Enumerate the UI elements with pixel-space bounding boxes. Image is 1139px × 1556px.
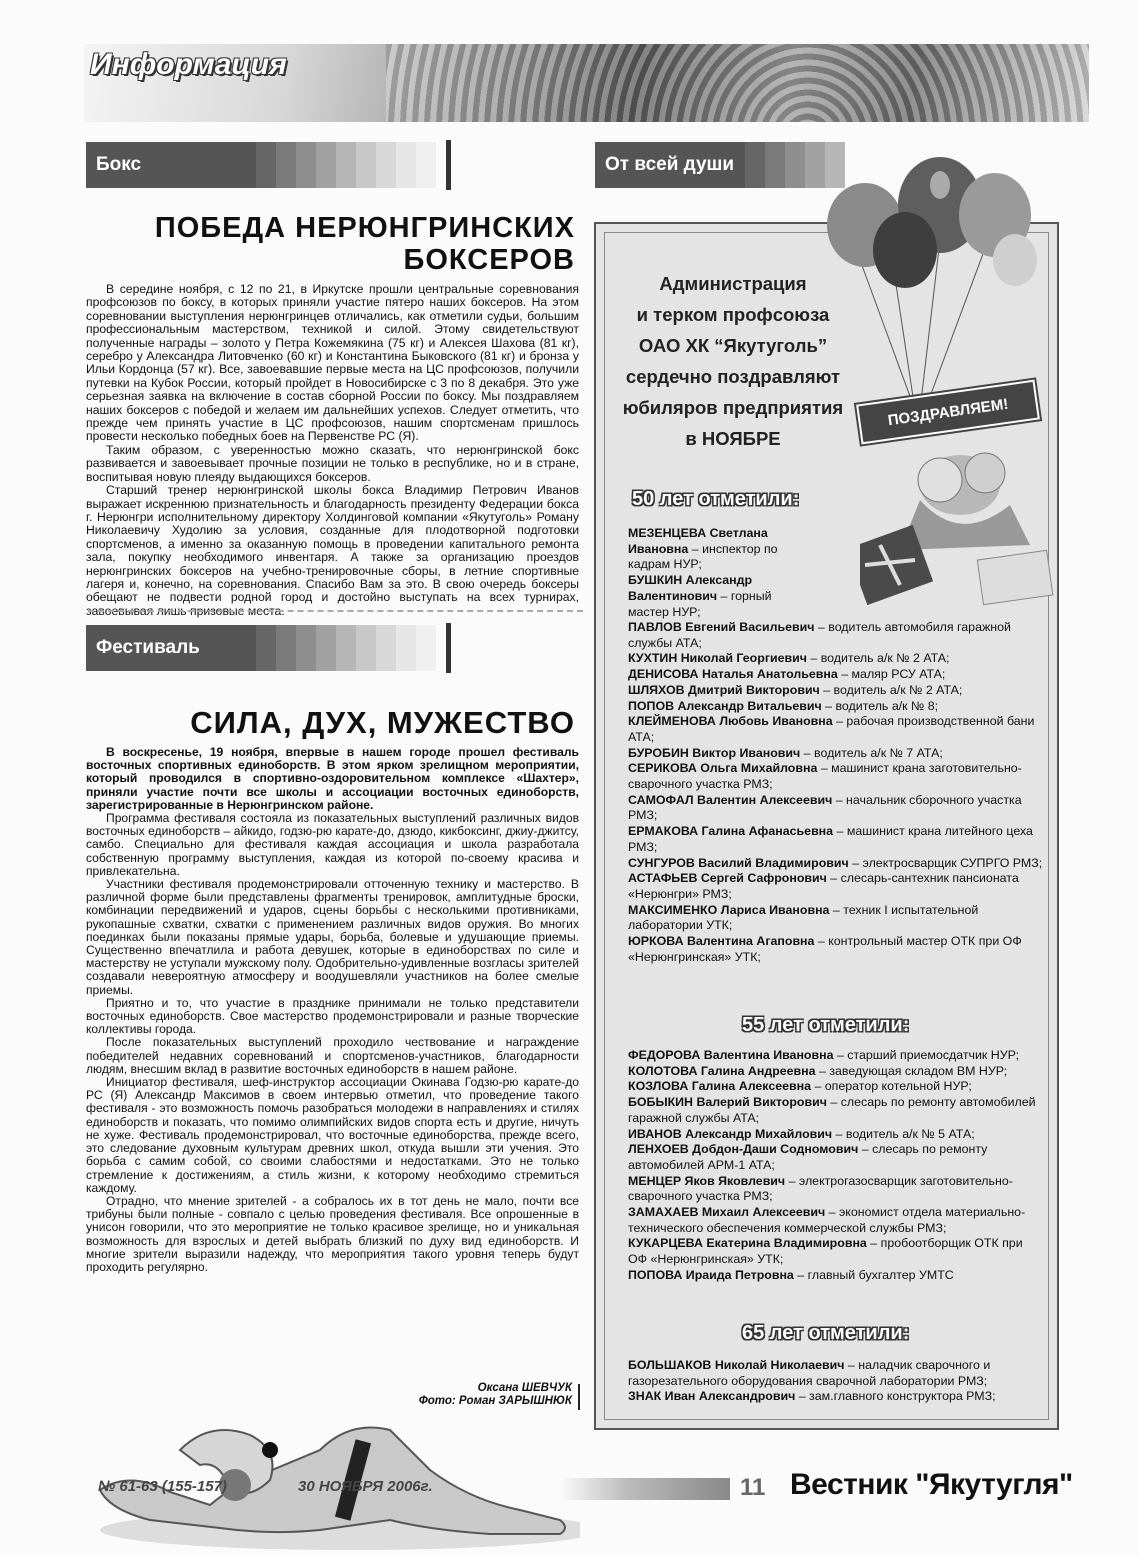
author: Оксана ШЕВЧУК xyxy=(477,1382,572,1394)
boxing-article-body xyxy=(86,283,579,618)
person-name: ПОПОВ Александр Витальевич xyxy=(628,698,822,713)
paragraph: Отрадно, что мнение зрителей - а собралось их в тот день не мало, почти все трибуны были полные - совпало с целью проведения фестиваля. Все опрошенные в унисон говорили, что это мероприятие не только красивое зрелище, но и уникальная возможность для взрослых и детей выбрать близкий по духу вид единоборств. И многие зрители выразили надежду, что мероприятия такого уровня теперь будут проходить регулярно. xyxy=(86,1193,579,1274)
person-entry xyxy=(614,651,1044,667)
signature-bar xyxy=(578,1384,580,1410)
issue-date: 30 НОЯБРЯ 2006г. xyxy=(298,1478,433,1495)
footer-gradient xyxy=(560,1478,730,1500)
person-name: КУХТИН Николай Георгиевич xyxy=(628,651,807,666)
article-signature xyxy=(300,1382,572,1408)
person-entry xyxy=(614,667,1044,683)
person-name: ЕРМАКОВА Галина Афанасьевна xyxy=(628,824,834,839)
paragraph: Таким образом, с уверенностью можно сказать, что нерюнгринской бокс развивается и завоевывает прочные позиции не только в республике, но и в стране, воспитывая новую плеяду выдающихся боксеров. xyxy=(86,442,579,484)
person-name: ЮРКОВА Валентина Агаповна xyxy=(628,934,815,949)
person-entry xyxy=(614,1127,1044,1143)
person-entry xyxy=(614,1142,1044,1173)
person-name: БУШКИН Александр Валентинович xyxy=(628,573,753,603)
greeting-line: ОАО ХК “Якутуголь” xyxy=(638,335,828,356)
paragraph: Приятно и то, что участие в празднике принимали не только представители восточных единоборств. Свое мастерство продемонстрировали и разные творческие коллективы города. xyxy=(86,995,579,1037)
festival-article-body xyxy=(86,746,579,1274)
boxing-headline-line2: БОКСЕРОВ xyxy=(403,244,575,276)
greeting-line: сердечно поздравляют xyxy=(625,366,841,387)
person-entry xyxy=(614,934,1044,965)
congrats-section-label: От всей души xyxy=(595,142,745,188)
person-name: КЛЕЙМЕНОВА Любовь Ивановна xyxy=(628,714,833,729)
greeting-line: Администрация xyxy=(659,273,807,294)
person-entry xyxy=(614,1048,1044,1064)
person-entry xyxy=(614,871,1044,902)
person-entry xyxy=(614,1174,1044,1205)
person-name: МАКСИМЕНКО Лариса Ивановна xyxy=(628,902,830,917)
people-list-55 xyxy=(614,1048,1044,1284)
person-entry xyxy=(614,1205,1044,1236)
person-role: – водитель а/к № 2 АТА; xyxy=(819,682,963,697)
age-group-heading: 55 лет отметили: xyxy=(742,1014,910,1036)
person-role: – контрольный мастер ОТК при ОФ «Нерюнгринская» УТК; xyxy=(628,934,1022,964)
festival-headline: СИЛА, ДУХ, МУЖЕСТВО xyxy=(190,705,575,740)
boxing-section-header xyxy=(86,140,451,190)
person-name: МЕЗЕНЦЕВА Светлана Ивановна xyxy=(628,526,768,556)
person-role: – зам.главного конструктора РМЗ; xyxy=(795,1389,996,1404)
paragraph: Старший тренер нерюнгринской школы бокса Владимир Петрович Иванов выражает искреннюю признательность и благодарность президенту Федерации бокса г. Нерюнгри исполнительному директору Холдинговой компании «Якутуголь» Роману Николаевичу Худолию за условия, созданные для плодотворной подготовки спортсменов, а именно за оказанную помощь в проведении капитального ремонта зала, покупку необходимого инвентаря. А также за организацию проездов нерюнгринских боксеров на учебно-тренировочные сборы, в летние спортивные лагеря и, конечно, на соревнования. Спасибо Вам за это. В свою очередь боксеры обещают не подвести родной город и достойно выступать на всех турнирах, завоевывая лишь призовые места. xyxy=(86,483,579,618)
person-name: ДЕНИСОВА Наталья Анатольевна xyxy=(628,667,838,682)
person-entry xyxy=(614,714,1044,745)
paragraph: После показательных выступлений проходило чествование и награждение победителей недавних соревнований и спортсменов-участников, благодарности людям, внесшим вклад в развитие восточных единоборств в нашем районе. xyxy=(86,1035,579,1076)
person-entry xyxy=(614,1064,1044,1080)
boxing-section-label: Бокс xyxy=(86,142,256,188)
person-role: – электросварщик СУПРГО РМЗ; xyxy=(848,855,1043,870)
person-role: – слесарь по ремонту автомобилей АРМ-1 АТА; xyxy=(628,1142,988,1172)
person-role: – водитель а/к № 8; xyxy=(821,698,939,713)
boxing-headline xyxy=(150,212,575,276)
person-entry xyxy=(614,573,814,620)
greeting-line: и терком профсоюза xyxy=(636,304,830,325)
people-list-65 xyxy=(614,1358,1044,1405)
person-role: – водитель автомобиля гаражной службы АТА; xyxy=(628,620,1011,650)
person-name: ШЛЯХОВ Дмитрий Викторович xyxy=(628,682,820,697)
person-entry xyxy=(614,1079,1044,1095)
greeting-line: в НОЯБРЕ xyxy=(685,428,781,449)
person-role: – пробоотборщик ОТК при ОФ «Нерюнгринская» УТК; xyxy=(628,1236,1023,1267)
congrats-section-header xyxy=(595,140,845,190)
person-entry xyxy=(614,824,1044,855)
paragraph: Инициатор фестиваля, шеф-инструктор ассоциации Окинава Годзю-рю карате-до РС (Я) Александр Максимов в своем интервью отметил, что проведение такого фестиваля - это возможность помочь разобраться молодежи в направлениях и стилях единоборств и показать, что помимо олимпийских видов спорта есть и другие, ничуть не хуже. Фестиваль продемонстрировал, что восточные единоборства, прежде всего, это следование духовным культурам древних школ, откуда вышли эти учения. Это борьба с самим собой, со своими слабостями и недостатками. Это не только стремление к достижениям, а стиль жизни, к которому необходимо стремиться каждому. xyxy=(86,1075,579,1195)
couple-with-gifts-image xyxy=(860,435,1060,610)
person-role: – техник I испытательной лаборатории УТК; xyxy=(628,902,979,933)
congrats-sticker: ПОЗДРАВЛЯЕМ! xyxy=(856,380,1040,445)
festival-section-header xyxy=(86,623,451,673)
person-role: – начальник сборочного участка РМЗ; xyxy=(628,792,1022,823)
page-number: 11 xyxy=(740,1474,766,1501)
person-entry xyxy=(614,1268,1044,1284)
person-entry xyxy=(614,761,1044,792)
person-entry xyxy=(614,856,1044,872)
person-name: САМОФАЛ Валентин Алексеевич xyxy=(628,792,833,807)
person-role: – маляр РСУ АТА; xyxy=(837,667,946,682)
person-role: – водитель а/к № 2 АТА; xyxy=(806,651,950,666)
person-name: КОЗЛОВА Галина Алексеевна xyxy=(628,1079,812,1094)
person-role: – слесарь по ремонту автомобилей гаражной службы АТА; xyxy=(628,1095,1036,1125)
person-entry xyxy=(614,1358,1044,1389)
person-name: ФЕДОРОВА Валентина Ивановна xyxy=(628,1048,834,1062)
person-role: – машинист крана заготовительно-сварочного участка РМЗ; xyxy=(628,761,1022,792)
lead-paragraph: В воскресенье, 19 ноября, впервые в нашем городе прошел фестиваль восточных спортивных единоборств. В этом ярком зрелищном мероприятии, который проводился в спортивно-оздоровительном комплексе «Шахтер», приняли участие почти все школы и ассоциации восточных единоборств, зарегистрированные в Нерюнгринском районе. xyxy=(86,745,579,812)
person-role: – водитель а/к № 5 АТА; xyxy=(832,1126,975,1141)
person-name: БОБЫКИН Валерий Викторович xyxy=(628,1095,827,1110)
person-name: ЛЕНХОЕВ Добдон-Даши Содномович xyxy=(628,1142,859,1157)
paragraph: Программа фестиваля состояла из показательных выступлений различных видов восточных единоборств – айкидо, годзю-рю карате-до, дзюдо, кикбоксинг, джиу-джитсу, самбо. Специально для фестиваля каждая ассоциация и школа разработала собственную программу выступления, каждая из которой по-своему красива и привлекательна. xyxy=(86,811,579,878)
person-name: БУРОБИН Виктор Иванович xyxy=(628,745,801,760)
person-name: ЗАМАХАЕВ Михаил Алексеевич xyxy=(628,1205,826,1220)
person-role: – оператор котельной НУР; xyxy=(811,1079,972,1094)
newspaper-title: Вестник "Якутугля" xyxy=(790,1468,1073,1501)
age-group-heading: 50 лет отметили: xyxy=(632,488,800,510)
person-role: – рабочая производственной бани АТА; xyxy=(628,714,1035,744)
person-entry xyxy=(614,683,1044,699)
person-entry xyxy=(614,1236,1044,1267)
person-entry xyxy=(614,620,1044,651)
person-name: ЗНАК Иван Александрович xyxy=(628,1389,796,1404)
person-name: БОЛЬШАКОВ Николай Николаевич xyxy=(628,1358,845,1372)
person-entry xyxy=(614,746,1044,762)
gradient-steps xyxy=(256,625,436,671)
flowers-image xyxy=(386,44,1090,122)
divider-bar xyxy=(446,140,451,190)
person-entry xyxy=(614,699,1044,715)
people-list-50 xyxy=(614,620,1044,965)
person-name: ПАВЛОВ Евгений Васильевич xyxy=(628,620,815,634)
person-role: – старший приемосдатчик НУР; xyxy=(833,1048,1020,1062)
person-role: – экономист отдела материально-технического обеспечения коммерческой службы РМЗ; xyxy=(628,1205,1026,1235)
banner-title: Информация xyxy=(90,48,287,81)
person-role: – электрогазосварщик заготовительно-сварочного участка РМЗ; xyxy=(628,1173,1013,1204)
gradient-steps xyxy=(256,142,436,188)
section-divider xyxy=(88,610,583,612)
person-entry xyxy=(614,1095,1044,1126)
paragraph: В середине ноября, с 12 по 21, в Иркутске прошли центральные соревнования профсоюзов по боксу, в которых приняли участие пятеро наших боксеров. На этом соревновании выступления нерюнгринцев отличались, как отметили судьи, большим профессиональным мастерством, техникой и силой. Этому свидетельствуют полученные награды – золото у Петра Кожемякина (75 кг) и Алексея Шахова (81 кг), серебро у Александра Литовченко (60 кг) и Константина Быковского (81 кг) и бронза у Ильи Кордонца (57 кг). Все, завоевавшие первые места на ЦС профсоюзов, получили путевки на Кубок России, который пройдет в Новосибирске с 3 по 8 декабря. Это уже серьезная заявка на включение в состав сборной России по боксу. Мы поздравляем наших боксеров с победой и желаем им дальнейших успехов. Следует отметить, что прежде чем принять участие в ЦС профсоюзов, нашим спортсменам пришлось провести несколько победных боев на Первенстве РС (Я). xyxy=(86,282,579,444)
person-role: – главный бухгалтер УМТС xyxy=(793,1267,954,1282)
admin-greeting xyxy=(598,268,868,454)
person-name: КОЛОТОВА Галина Андреевна xyxy=(628,1063,816,1078)
person-name: МЕНЦЕР Яков Яковлевич xyxy=(628,1173,786,1188)
boxing-headline-line1: ПОБЕДА НЕРЮНГРИНСКИХ xyxy=(154,212,575,244)
person-name: СЕРИКОВА Ольга Михайловна xyxy=(628,761,818,776)
person-name: АСТАФЬЕВ Сергей Сафронович xyxy=(628,871,827,886)
person-entry xyxy=(614,1389,1044,1405)
paragraph: Участники фестиваля продемонстрировали отточенную технику и мастерство. В различной форме были представлены фрагменты тренировок, амплитудные броски, комбинации передвижений и ударов, сцены борьбы с несколькими противниками, рукопашные схватки, схватки с применением различных видов оружия. Во многих поединках были показаны прямые удары, борьба, болевые и удушающие приемы. Существенно впечатлила и работа девушек, которые в единоборствах по силе и мастерству не уступали мужскому полу. Одобрительно-удивленные возгласы зрителей создавали невероятную атмосферу и воодушевляли участников на более смелые приемы. xyxy=(86,877,579,997)
person-entry xyxy=(614,793,1044,824)
person-name: ИВАНОВ Александр Михайлович xyxy=(628,1126,833,1141)
divider-bar xyxy=(446,623,451,673)
person-name: КУКАРЦЕВА Екатерина Владимировна xyxy=(628,1236,867,1251)
greeting-line: юбиляров предприятия xyxy=(622,397,844,418)
person-entry xyxy=(614,526,814,573)
person-role: – машинист крана литейного цеха РМЗ; xyxy=(628,824,1033,854)
person-role: – заведующая складом ВМ НУР; xyxy=(815,1063,1008,1078)
person-entry xyxy=(614,903,1044,934)
person-name: ПОПОВА Ираида Петровна xyxy=(628,1267,794,1282)
person-name: СУНГУРОВ Василий Владимирович xyxy=(628,855,849,870)
person-role: – горный мастер НУР; xyxy=(628,588,772,619)
people-list-50-top xyxy=(614,526,814,620)
person-role: – слесарь-сантехник пансионата «Нерюнгри» РМЗ; xyxy=(628,871,1019,901)
issue-number: № 61-63 (155-157) xyxy=(98,1478,227,1495)
photo-credit: Фото: Роман ЗАРЫШНЮК xyxy=(418,1395,572,1407)
person-role: – наладчик сварочного и газорезательного оборудования сварочной лаборатории РМЗ; xyxy=(628,1358,991,1388)
person-role: – водитель а/к № 7 АТА; xyxy=(800,745,943,760)
header-banner xyxy=(84,44,1089,122)
age-group-heading: 65 лет отметили: xyxy=(742,1322,910,1344)
person-role: – инспектор по кадрам НУР; xyxy=(628,541,778,572)
festival-section-label: Фестиваль xyxy=(86,625,256,671)
